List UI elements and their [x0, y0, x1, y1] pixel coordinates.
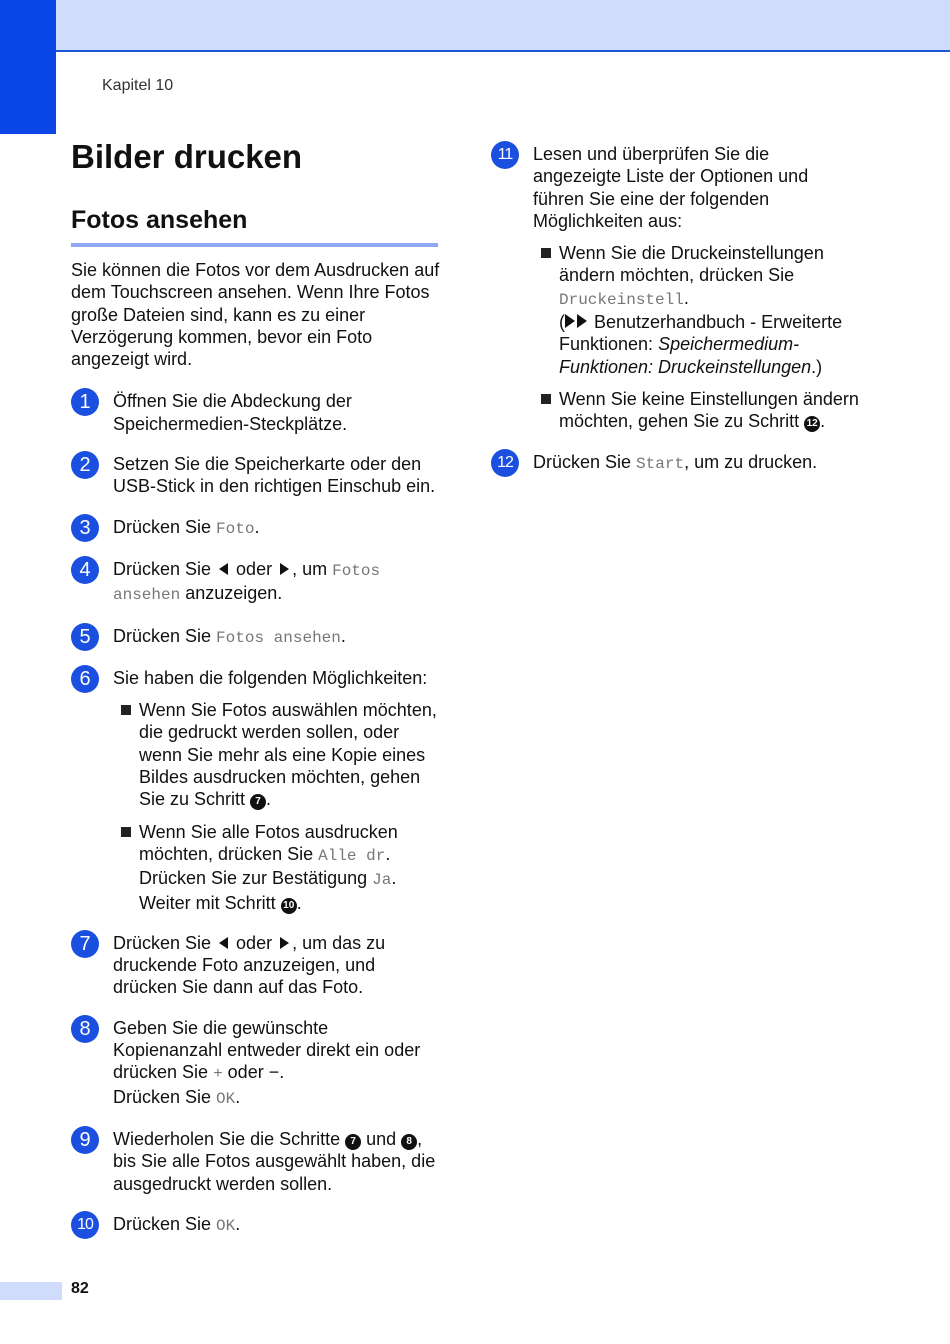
- step-reference: 7: [250, 794, 266, 810]
- step-3: [71, 516, 441, 540]
- option-list: [533, 242, 861, 432]
- right-column: [491, 143, 861, 493]
- step-text: Lesen und überprüfen Sie die angezeigte Liste der Optionen und führen Sie eine der folgenden Möglichkeiten aus:: [533, 144, 809, 231]
- button-label-code: Fotos ansehen: [113, 561, 381, 605]
- option-text: . Drücken Sie zur Bestätigung: [139, 843, 391, 889]
- step-text: Öffnen Sie die Abdeckung der Speichermedien-Steckplätze.: [113, 391, 352, 434]
- step-number: 10: [71, 1211, 99, 1239]
- option-text: (: [559, 312, 565, 333]
- step-text: oder: [222, 1062, 269, 1083]
- step-text: Drücken Sie: [113, 558, 217, 579]
- option-text: .: [296, 892, 302, 913]
- option-text: .: [266, 789, 272, 810]
- step-text: , um: [292, 558, 333, 579]
- button-label-code: Alle dr: [318, 846, 386, 865]
- chapter-label: Kapitel 10: [102, 77, 174, 94]
- step-5: [71, 625, 441, 649]
- option-text: Wenn Sie Fotos auswählen möchten, die gedruckt werden sollen, oder wenn Sie mehr als eine Kopie eines Bildes ausdrucken möchten, gehen Sie zu Schritt: [139, 700, 437, 810]
- section-heading: Fotos ansehen: [71, 206, 438, 247]
- step-6: [71, 667, 441, 914]
- step-text: Sie haben die folgenden Möglichkeiten:: [113, 667, 428, 688]
- option-item: [533, 242, 861, 378]
- option-text: Wenn Sie die Druckeinstellungen ändern möchten, drücken Sie: [559, 243, 824, 286]
- double-arrow-icon: [565, 311, 589, 333]
- option-text: . Weiter mit Schritt: [139, 868, 397, 913]
- header-band: [0, 0, 950, 52]
- step-number: 5: [71, 623, 99, 651]
- option-text: .: [683, 287, 689, 308]
- left-arrow-icon: [219, 937, 228, 949]
- step-number: 1: [71, 388, 99, 416]
- step-text: , um zu drucken.: [684, 451, 818, 472]
- option-item: [113, 699, 441, 810]
- chapter-tab-block: [0, 0, 56, 134]
- step-number: 3: [71, 514, 99, 542]
- step-text: , bis Sie alle Fotos ausgewählt haben, die ausgedruckt werden sollen.: [113, 1128, 436, 1194]
- step-text: Geben Sie die gewünschte Kopienanzahl entweder direkt ein oder drücken Sie: [113, 1017, 421, 1083]
- step-number: 8: [71, 1015, 99, 1043]
- bullet-square-icon: [541, 394, 551, 404]
- step-text: Drücken Sie: [113, 516, 217, 537]
- step-reference: 12: [804, 416, 820, 432]
- step-text: , um das zu druckende Foto anzuzeigen, und drücken Sie dann auf das Foto.: [113, 932, 386, 998]
- step-text: Drücken Sie: [533, 451, 637, 472]
- intro-paragraph: Sie können die Fotos vor dem Ausdrucken auf dem Touchscreen ansehen. Wenn Ihre Fotos große Dateien sind, kann es zu einer Verzögerung kommen, bevor ein Foto angezeigt wird.: [71, 260, 440, 370]
- reference-title: Speichermedium-Funktionen: Druckeinstellungen: [559, 334, 812, 377]
- step-number: 4: [71, 556, 99, 584]
- step-reference: 10: [281, 898, 297, 914]
- step-number: 11: [491, 141, 519, 169]
- step-reference: 7: [345, 1134, 361, 1150]
- option-text: Wenn Sie alle Fotos ausdrucken möchten, drücken Sie: [139, 821, 398, 864]
- step-text: .: [279, 1062, 285, 1083]
- step-number: 9: [71, 1126, 99, 1154]
- plus-key: +: [213, 1065, 223, 1084]
- button-label-code: Start: [636, 454, 685, 473]
- step-text: .: [340, 625, 346, 646]
- step-1: [71, 390, 441, 435]
- step-text: .: [235, 1086, 241, 1107]
- button-label-code: Fotos ansehen: [216, 628, 341, 647]
- step-8: [71, 1017, 441, 1110]
- minus-key: −: [268, 1062, 280, 1083]
- bullet-square-icon: [121, 705, 131, 715]
- left-column: [71, 259, 441, 1255]
- step-9: [71, 1128, 441, 1195]
- footer-band: [0, 1282, 62, 1300]
- button-label-code: Druckeinstell: [559, 290, 684, 309]
- step-7: [71, 932, 441, 999]
- step-text: .: [235, 1213, 241, 1234]
- step-text: Drücken Sie: [113, 1213, 217, 1234]
- step-number: 12: [491, 449, 519, 477]
- option-item: [113, 821, 441, 914]
- bullet-square-icon: [121, 827, 131, 837]
- step-text: und: [361, 1128, 402, 1149]
- button-label-code: OK: [216, 1089, 236, 1108]
- button-label-code: OK: [216, 1216, 236, 1235]
- step-text: anzuzeigen.: [180, 583, 283, 604]
- right-arrow-icon: [280, 563, 289, 575]
- step-number: 2: [71, 451, 99, 479]
- option-text: Wenn Sie keine Einstellungen ändern möchten, gehen Sie zu Schritt: [559, 388, 859, 432]
- option-text: Benutzerhandbuch - Erweiterte Funktionen:: [559, 312, 843, 355]
- step-text: .: [254, 516, 260, 537]
- step-text: Drücken Sie: [113, 625, 217, 646]
- step-4: [71, 558, 441, 607]
- button-label-code: Ja: [372, 871, 392, 890]
- step-10: [71, 1213, 441, 1237]
- option-text: .: [820, 411, 826, 432]
- step-11: [491, 143, 861, 433]
- page-number: 82: [71, 1280, 89, 1297]
- step-number: 7: [71, 930, 99, 958]
- bullet-square-icon: [541, 248, 551, 258]
- step-text: Drücken Sie: [113, 1086, 217, 1107]
- step-text: oder: [231, 558, 278, 579]
- step-12: [491, 451, 861, 475]
- step-reference: 8: [401, 1134, 417, 1150]
- step-2: [71, 453, 441, 498]
- step-text: oder: [231, 932, 278, 953]
- option-list: [113, 699, 441, 914]
- option-text: .): [811, 356, 823, 377]
- step-text: Drücken Sie: [113, 932, 217, 953]
- step-text: Wiederholen Sie die Schritte: [113, 1128, 346, 1149]
- page-title: Bilder drucken: [71, 138, 303, 175]
- left-arrow-icon: [219, 563, 228, 575]
- button-label-code: Foto: [216, 519, 255, 538]
- right-arrow-icon: [280, 937, 289, 949]
- step-number: 6: [71, 665, 99, 693]
- option-item: [533, 388, 861, 433]
- step-text: Setzen Sie die Speicherkarte oder den USB-Stick in den richtigen Einschub ein.: [113, 454, 436, 497]
